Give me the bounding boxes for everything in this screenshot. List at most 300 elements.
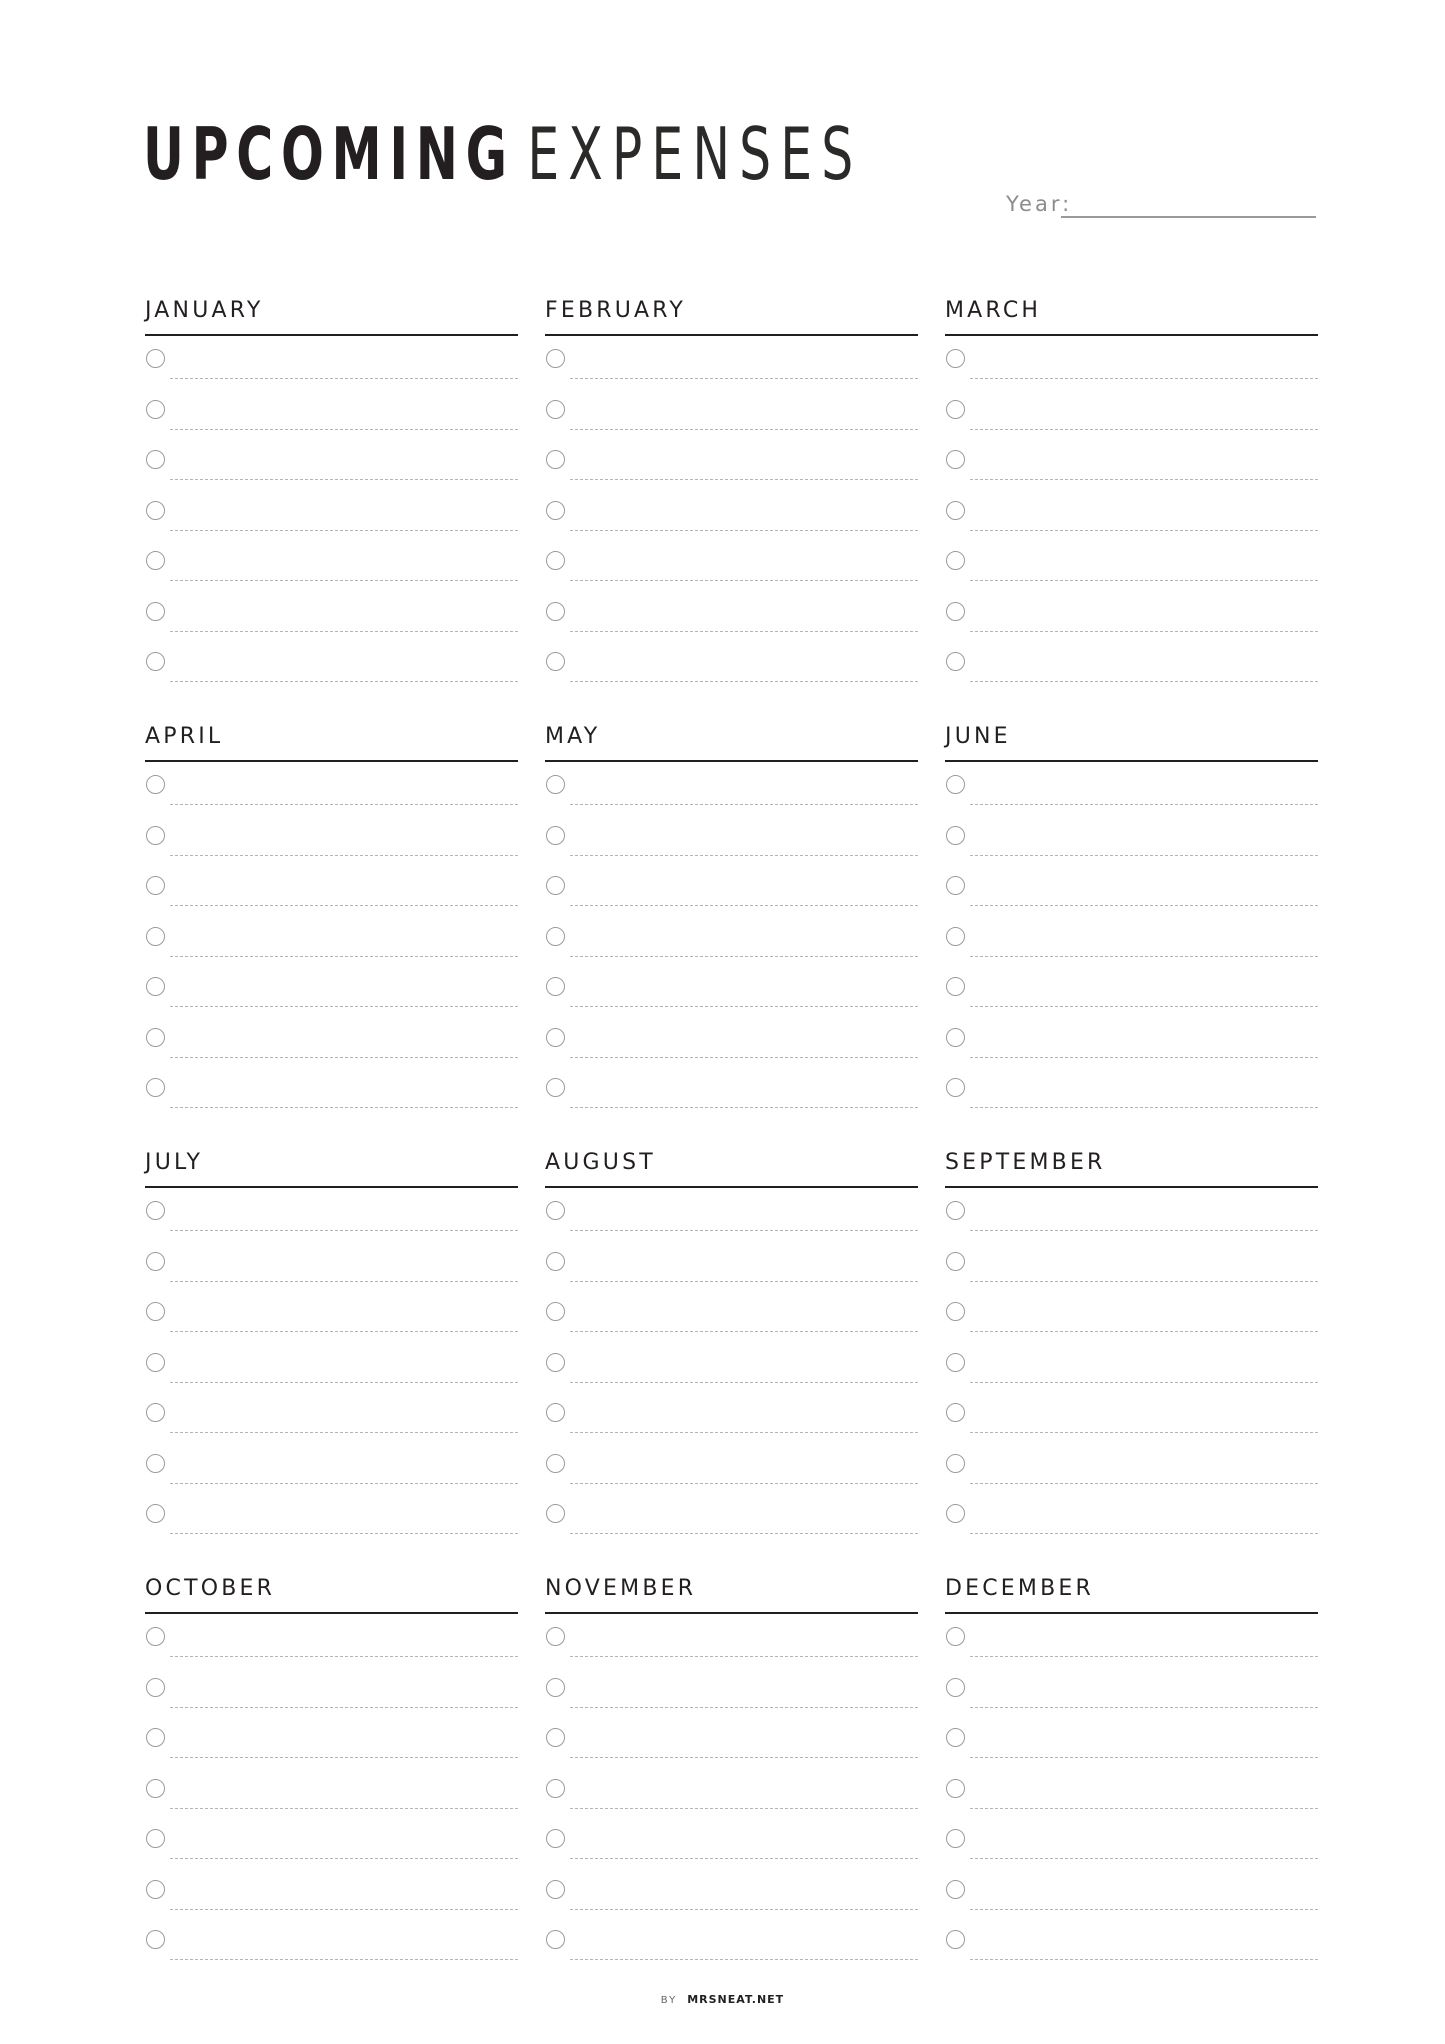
circle-checkbox[interactable] [546, 1627, 565, 1646]
expense-list [145, 1624, 518, 1978]
expense-entry-line[interactable] [970, 530, 1318, 531]
expense-row [945, 1299, 1318, 1350]
circle-checkbox[interactable] [946, 1403, 965, 1422]
expense-row [545, 823, 918, 874]
expense-entry-line[interactable] [970, 1707, 1318, 1708]
circle-checkbox[interactable] [546, 1078, 565, 1097]
circle-checkbox[interactable] [946, 1078, 965, 1097]
expense-list [145, 346, 518, 700]
circle-checkbox[interactable] [946, 1454, 965, 1473]
circle-checkbox[interactable] [946, 400, 965, 419]
expense-entry-line[interactable] [170, 681, 518, 682]
month-name: JANUARY [145, 298, 264, 323]
expense-entry-line[interactable] [970, 631, 1318, 632]
month-block-october [145, 1574, 518, 1954]
expense-row [545, 974, 918, 1025]
circle-checkbox[interactable] [146, 1829, 165, 1848]
circle-checkbox[interactable] [546, 349, 565, 368]
expense-row [945, 649, 1318, 700]
expense-row [145, 1826, 518, 1877]
expense-row [145, 1675, 518, 1726]
expense-list [545, 772, 918, 1126]
month-name: MAY [545, 724, 601, 749]
circle-checkbox[interactable] [546, 450, 565, 469]
expense-list [945, 772, 1318, 1126]
circle-checkbox[interactable] [946, 775, 965, 794]
month-divider [945, 1612, 1318, 1614]
expense-entry-line[interactable] [570, 1656, 918, 1657]
expense-entry-line[interactable] [170, 1230, 518, 1231]
expense-row [945, 599, 1318, 650]
circle-checkbox[interactable] [146, 1252, 165, 1271]
circle-checkbox[interactable] [546, 1252, 565, 1271]
month-divider [145, 1612, 518, 1614]
expense-entry-line[interactable] [170, 1382, 518, 1383]
expense-entry-line[interactable] [170, 378, 518, 379]
circle-checkbox[interactable] [146, 1678, 165, 1697]
expense-row [945, 823, 1318, 874]
year-label: Year: [1006, 192, 1073, 216]
expense-entry-line[interactable] [570, 1909, 918, 1910]
expense-row [545, 1025, 918, 1076]
expense-row [145, 1025, 518, 1076]
month-block-july [145, 1148, 518, 1528]
month-name: FEBRUARY [545, 298, 687, 323]
expense-row [145, 1451, 518, 1502]
expense-entry-line[interactable] [170, 905, 518, 906]
expense-entry-line[interactable] [570, 429, 918, 430]
circle-checkbox[interactable] [146, 400, 165, 419]
circle-checkbox[interactable] [546, 1728, 565, 1747]
expense-row [945, 1675, 1318, 1726]
expense-entry-line[interactable] [570, 1808, 918, 1809]
expense-entry-line[interactable] [970, 378, 1318, 379]
month-block-april [145, 722, 518, 1102]
expense-row [145, 1725, 518, 1776]
page-title-bold: UPCOMING [143, 112, 515, 196]
month-name: MARCH [945, 298, 1042, 323]
expense-entry-line[interactable] [170, 1757, 518, 1758]
expense-row [945, 1501, 1318, 1552]
expense-row [545, 346, 918, 397]
expense-entry-line[interactable] [570, 1107, 918, 1108]
expense-entry-line[interactable] [170, 1959, 518, 1960]
circle-checkbox[interactable] [946, 551, 965, 570]
expense-entry-line[interactable] [970, 1107, 1318, 1108]
month-divider [145, 334, 518, 336]
expense-row [945, 397, 1318, 448]
expense-entry-line[interactable] [970, 479, 1318, 480]
circle-checkbox[interactable] [146, 977, 165, 996]
month-block-may [545, 722, 918, 1102]
expense-entry-line[interactable] [970, 1432, 1318, 1433]
expense-list [145, 772, 518, 1126]
expense-entry-line[interactable] [170, 1057, 518, 1058]
expense-row [945, 1624, 1318, 1675]
expense-row [945, 1400, 1318, 1451]
circle-checkbox[interactable] [946, 1028, 965, 1047]
expense-row [545, 1299, 918, 1350]
expense-row [545, 599, 918, 650]
expense-entry-line[interactable] [970, 580, 1318, 581]
expense-entry-line[interactable] [970, 1331, 1318, 1332]
expense-row [945, 1025, 1318, 1076]
circle-checkbox[interactable] [546, 501, 565, 520]
circle-checkbox[interactable] [546, 1353, 565, 1372]
circle-checkbox[interactable] [146, 1353, 165, 1372]
expense-entry-line[interactable] [170, 1533, 518, 1534]
month-name: JULY [145, 1150, 204, 1175]
circle-checkbox[interactable] [546, 1201, 565, 1220]
year-field[interactable] [1006, 190, 1316, 220]
circle-checkbox[interactable] [546, 1454, 565, 1473]
expense-list [945, 1624, 1318, 1978]
expense-row [145, 1350, 518, 1401]
expense-entry-line[interactable] [570, 530, 918, 531]
expense-entry-line[interactable] [170, 1656, 518, 1657]
expense-row [145, 1501, 518, 1552]
month-name: DECEMBER [945, 1576, 1094, 1601]
circle-checkbox[interactable] [546, 1504, 565, 1523]
circle-checkbox[interactable] [546, 400, 565, 419]
expense-entry-line[interactable] [970, 1382, 1318, 1383]
expense-entry-line[interactable] [170, 1281, 518, 1282]
circle-checkbox[interactable] [946, 927, 965, 946]
expense-entry-line[interactable] [570, 1281, 918, 1282]
circle-checkbox[interactable] [546, 1302, 565, 1321]
expense-entry-line[interactable] [570, 956, 918, 957]
circle-checkbox[interactable] [946, 1779, 965, 1798]
expense-entry-line[interactable] [170, 1808, 518, 1809]
expense-entry-line[interactable] [570, 1230, 918, 1231]
expense-entry-line[interactable] [570, 1483, 918, 1484]
circle-checkbox[interactable] [946, 1201, 965, 1220]
circle-checkbox[interactable] [546, 1028, 565, 1047]
expense-row [145, 397, 518, 448]
circle-checkbox[interactable] [146, 876, 165, 895]
expense-row [945, 1350, 1318, 1401]
circle-checkbox[interactable] [946, 1829, 965, 1848]
expense-entry-line[interactable] [570, 1533, 918, 1534]
circle-checkbox[interactable] [946, 652, 965, 671]
expense-row [145, 1776, 518, 1827]
expense-row [945, 1725, 1318, 1776]
circle-checkbox[interactable] [146, 1201, 165, 1220]
expense-list [945, 1198, 1318, 1552]
expense-row [945, 772, 1318, 823]
expense-entry-line[interactable] [970, 804, 1318, 805]
month-divider [545, 334, 918, 336]
circle-checkbox[interactable] [146, 775, 165, 794]
expense-entry-line[interactable] [170, 855, 518, 856]
expense-row [945, 1198, 1318, 1249]
month-name: OCTOBER [145, 1576, 276, 1601]
expense-row [945, 1451, 1318, 1502]
expense-entry-line[interactable] [970, 1057, 1318, 1058]
circle-checkbox[interactable] [146, 1930, 165, 1949]
circle-checkbox[interactable] [146, 826, 165, 845]
circle-checkbox[interactable] [946, 602, 965, 621]
expense-row [945, 447, 1318, 498]
footer-site: MRSNEAT.NET [687, 1993, 785, 2006]
expense-entry-line[interactable] [570, 631, 918, 632]
expense-entry-line[interactable] [170, 479, 518, 480]
month-block-june [945, 722, 1318, 1102]
circle-checkbox[interactable] [546, 1930, 565, 1949]
circle-checkbox[interactable] [146, 927, 165, 946]
expense-row [945, 924, 1318, 975]
expense-entry-line[interactable] [570, 1382, 918, 1383]
month-divider [545, 760, 918, 762]
page-title [143, 112, 863, 196]
expense-entry-line[interactable] [570, 1707, 918, 1708]
month-divider [945, 334, 1318, 336]
circle-checkbox[interactable] [146, 1627, 165, 1646]
expense-entry-line[interactable] [170, 1006, 518, 1007]
month-block-february [545, 296, 918, 676]
expense-row [545, 1198, 918, 1249]
expense-entry-line[interactable] [570, 905, 918, 906]
expense-row [145, 924, 518, 975]
circle-checkbox[interactable] [546, 652, 565, 671]
circle-checkbox[interactable] [146, 652, 165, 671]
circle-checkbox[interactable] [546, 1880, 565, 1899]
expense-row [945, 873, 1318, 924]
circle-checkbox[interactable] [546, 876, 565, 895]
expense-row [945, 498, 1318, 549]
circle-checkbox[interactable] [946, 826, 965, 845]
month-divider [945, 1186, 1318, 1188]
circle-checkbox[interactable] [946, 1728, 965, 1747]
month-name: AUGUST [545, 1150, 656, 1175]
expense-row [545, 1675, 918, 1726]
circle-checkbox[interactable] [546, 1678, 565, 1697]
expense-entry-line[interactable] [970, 1006, 1318, 1007]
expense-row [545, 1451, 918, 1502]
expense-entry-line[interactable] [570, 855, 918, 856]
month-name: NOVEMBER [545, 1576, 697, 1601]
circle-checkbox[interactable] [946, 1930, 965, 1949]
expense-row [545, 498, 918, 549]
expense-row [545, 397, 918, 448]
expense-row [545, 772, 918, 823]
expense-entry-line[interactable] [970, 429, 1318, 430]
expense-row [145, 1249, 518, 1300]
circle-checkbox[interactable] [546, 1829, 565, 1848]
expense-row [545, 1501, 918, 1552]
expense-entry-line[interactable] [170, 429, 518, 430]
expense-row [145, 1877, 518, 1928]
expense-entry-line[interactable] [570, 1959, 918, 1960]
expense-row [145, 1400, 518, 1451]
circle-checkbox[interactable] [146, 1504, 165, 1523]
circle-checkbox[interactable] [946, 876, 965, 895]
expense-row [145, 1198, 518, 1249]
circle-checkbox[interactable] [546, 551, 565, 570]
circle-checkbox[interactable] [146, 450, 165, 469]
expense-entry-line[interactable] [570, 479, 918, 480]
expense-entry-line[interactable] [970, 1533, 1318, 1534]
circle-checkbox[interactable] [946, 1302, 965, 1321]
expense-row [545, 1400, 918, 1451]
expense-entry-line[interactable] [170, 1483, 518, 1484]
expense-entry-line[interactable] [570, 580, 918, 581]
expense-row [545, 873, 918, 924]
expense-entry-line[interactable] [570, 1057, 918, 1058]
circle-checkbox[interactable] [546, 1403, 565, 1422]
expense-row [145, 498, 518, 549]
month-block-march [945, 296, 1318, 676]
month-divider [545, 1186, 918, 1188]
circle-checkbox[interactable] [546, 775, 565, 794]
expense-entry-line[interactable] [170, 1432, 518, 1433]
circle-checkbox[interactable] [946, 1504, 965, 1523]
expense-row [945, 1927, 1318, 1978]
expense-entry-line[interactable] [170, 1707, 518, 1708]
circle-checkbox[interactable] [546, 826, 565, 845]
expense-row [945, 1877, 1318, 1928]
expense-row [945, 974, 1318, 1025]
expense-row [145, 649, 518, 700]
expense-row [145, 974, 518, 1025]
expense-row [545, 1075, 918, 1126]
circle-checkbox[interactable] [146, 602, 165, 621]
expense-row [145, 1075, 518, 1126]
circle-checkbox[interactable] [146, 1779, 165, 1798]
expense-row [945, 548, 1318, 599]
month-block-september [945, 1148, 1318, 1528]
month-block-december [945, 1574, 1318, 1954]
circle-checkbox[interactable] [946, 1353, 965, 1372]
month-divider [145, 1186, 518, 1188]
expense-entry-line[interactable] [170, 804, 518, 805]
expense-row [545, 1725, 918, 1776]
expense-entry-line[interactable] [170, 1107, 518, 1108]
expense-row [545, 1624, 918, 1675]
expense-entry-line[interactable] [970, 681, 1318, 682]
circle-checkbox[interactable] [146, 1880, 165, 1899]
months-grid [145, 296, 1318, 1954]
expense-entry-line[interactable] [170, 1331, 518, 1332]
circle-checkbox[interactable] [146, 1078, 165, 1097]
circle-checkbox[interactable] [946, 501, 965, 520]
circle-checkbox[interactable] [146, 1028, 165, 1047]
expense-row [545, 548, 918, 599]
month-divider [145, 760, 518, 762]
circle-checkbox[interactable] [146, 349, 165, 368]
circle-checkbox[interactable] [946, 1880, 965, 1899]
circle-checkbox[interactable] [546, 927, 565, 946]
expense-entry-line[interactable] [970, 1858, 1318, 1859]
expense-entry-line[interactable] [570, 1006, 918, 1007]
circle-checkbox[interactable] [146, 1728, 165, 1747]
expense-row [145, 1927, 518, 1978]
expense-list [945, 346, 1318, 700]
expense-row [545, 1927, 918, 1978]
expense-entry-line[interactable] [970, 1909, 1318, 1910]
circle-checkbox[interactable] [946, 977, 965, 996]
expense-row [145, 346, 518, 397]
expense-entry-line[interactable] [970, 905, 1318, 906]
month-block-november [545, 1574, 918, 1954]
circle-checkbox[interactable] [546, 1779, 565, 1798]
month-divider [945, 760, 1318, 762]
expense-entry-line[interactable] [170, 956, 518, 957]
expense-row [145, 447, 518, 498]
expense-entry-line[interactable] [170, 1909, 518, 1910]
circle-checkbox[interactable] [146, 1454, 165, 1473]
month-block-january [145, 296, 518, 676]
circle-checkbox[interactable] [146, 501, 165, 520]
expense-entry-line[interactable] [970, 855, 1318, 856]
circle-checkbox[interactable] [146, 1403, 165, 1422]
month-block-august [545, 1148, 918, 1528]
expense-row [545, 1877, 918, 1928]
expense-row [145, 599, 518, 650]
expense-entry-line[interactable] [970, 1656, 1318, 1657]
circle-checkbox[interactable] [946, 1627, 965, 1646]
year-input-line[interactable] [1061, 216, 1316, 218]
expense-entry-line[interactable] [970, 1281, 1318, 1282]
circle-checkbox[interactable] [946, 1678, 965, 1697]
expense-entry-line[interactable] [970, 1483, 1318, 1484]
expense-entry-line[interactable] [570, 1757, 918, 1758]
expense-row [145, 1624, 518, 1675]
expense-entry-line[interactable] [570, 1432, 918, 1433]
circle-checkbox[interactable] [946, 450, 965, 469]
circle-checkbox[interactable] [146, 1302, 165, 1321]
circle-checkbox[interactable] [546, 602, 565, 621]
expense-list [545, 1624, 918, 1978]
expense-entry-line[interactable] [170, 530, 518, 531]
expense-row [545, 1350, 918, 1401]
expense-entry-line[interactable] [170, 580, 518, 581]
expense-entry-line[interactable] [170, 631, 518, 632]
expense-row [945, 1249, 1318, 1300]
expense-row [945, 346, 1318, 397]
expense-row [545, 1826, 918, 1877]
expense-entry-line[interactable] [970, 1230, 1318, 1231]
circle-checkbox[interactable] [946, 349, 965, 368]
expense-entry-line[interactable] [970, 1757, 1318, 1758]
expense-list [545, 346, 918, 700]
expense-row [945, 1075, 1318, 1126]
expense-row [145, 1299, 518, 1350]
expense-entry-line[interactable] [570, 681, 918, 682]
expense-entry-line[interactable] [970, 1808, 1318, 1809]
expense-row [145, 823, 518, 874]
expense-row [145, 548, 518, 599]
expense-list [145, 1198, 518, 1552]
expense-entry-line[interactable] [570, 378, 918, 379]
expense-list [545, 1198, 918, 1552]
expense-row [145, 873, 518, 924]
expense-entry-line[interactable] [570, 1858, 918, 1859]
expense-entry-line[interactable] [170, 1858, 518, 1859]
expense-entry-line[interactable] [570, 1331, 918, 1332]
expense-row [945, 1776, 1318, 1827]
footer-by: BY [660, 1995, 678, 2006]
expense-row [545, 1776, 918, 1827]
expense-entry-line[interactable] [570, 804, 918, 805]
circle-checkbox[interactable] [146, 551, 165, 570]
circle-checkbox[interactable] [946, 1252, 965, 1271]
expense-entry-line[interactable] [970, 1959, 1318, 1960]
circle-checkbox[interactable] [546, 977, 565, 996]
month-name: JUNE [945, 724, 1011, 749]
expense-row [545, 649, 918, 700]
expense-entry-line[interactable] [970, 956, 1318, 957]
